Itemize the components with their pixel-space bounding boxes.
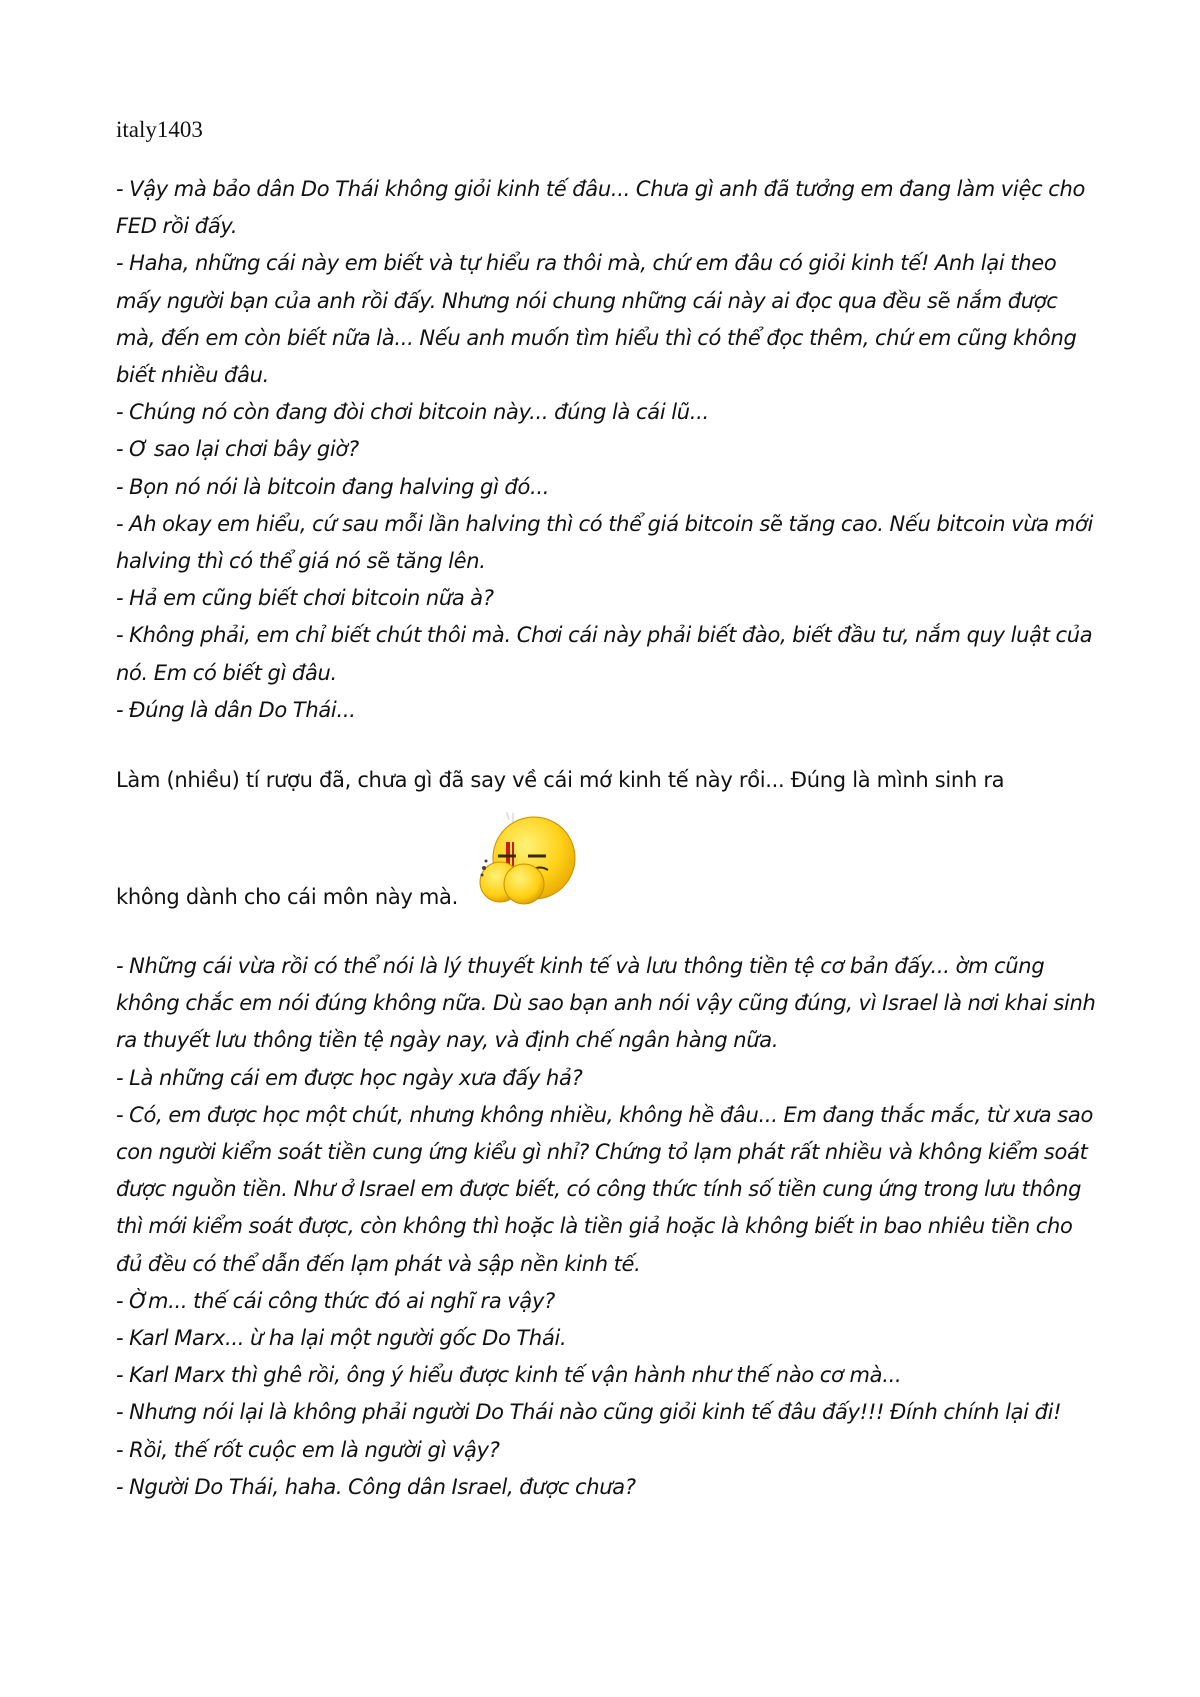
dialogue-line: - Người Do Thái, haha. Công dân Israel, được chưa?: [116, 1474, 636, 1499]
narration-text: không dành cho cái môn này mà.: [116, 885, 459, 909]
dialogue-line: - Đúng là dân Do Thái...: [116, 697, 356, 722]
dialogue-line: - Karl Marx... ừ ha lại một người gốc Do Thái.: [116, 1326, 567, 1351]
dialogue-line: - Có, em được học một chút, nhưng không nhiều, không hề đâu... Em đang thắc mắc, từ xưa sao con người kiểm soát tiền cung ứng kiểu gì nhỉ? Chứng tỏ lạm phát rất nhiều và không kiểm soát được nguồn tiền. Như ở Israel em được biết, có công thức tính số tiền cung ứng trong lưu thông thì mới kiểm soát được, còn không thì hoặc là tiền giả hoặc là không biết in bao nhiêu tiền cho đủ đều có thể dẫn đến lạm phát và sập nền kinh tế.: [116, 1102, 1094, 1276]
dialogue-line: - Bọn nó nói là bitcoin đang halving gì đó...: [116, 474, 550, 499]
dialogue-line: - Hả em cũng biết chơi bitcoin nữa à?: [116, 586, 494, 611]
dialogue-line: - Chúng nó còn đang đòi chơi bitcoin này... đúng là cái lũ...: [116, 400, 709, 425]
dialogue-section-2: [116, 948, 1096, 1506]
dialogue-line: - Không phải, em chỉ biết chút thôi mà. Chơi cái này phải biết đào, biết đầu tư, nắm quy luật của nó. Em có biết gì đâu.: [116, 623, 1093, 685]
dialogue-line: - Haha, những cái này em biết và tự hiểu ra thôi mà, chứ em đâu có giỏi kinh tế! Anh lại theo mấy người bạn của anh rồi đấy. Nhưng nói chung những cái này ai đọc qua đều sẽ nắm được mà, đến em còn biết nữa là... Nếu anh muốn tìm hiểu thì có thể đọc thêm, chứ em cũng không biết nhiều đâu.: [116, 251, 1077, 388]
author-name: italy1403: [116, 117, 203, 142]
dialogue-line: - Vậy mà bảo dân Do Thái không giỏi kinh tế đâu... Chưa gì anh đã tưởng em đang làm việc cho FED rồi đấy.: [116, 177, 1086, 239]
dialogue-line: - Là những cái em được học ngày xưa đấy hả?: [116, 1065, 583, 1090]
dialogue-line: - Rồi, thế rốt cuộc em là người gì vậy?: [116, 1437, 500, 1462]
dialogue-line: - Ờm... thế cái công thức đó ai nghĩ ra vậy?: [116, 1288, 555, 1313]
dialogue-line: - Những cái vừa rồi có thể nói là lý thuyết kinh tế và lưu thông tiền tệ cơ bản đấy... ờm cũng không chắc em nói đúng không nữa. Dù sao bạn anh nói vậy cũng đúng, vì Israel là nơi khai sinh ra thuyết lưu thông tiền tệ ngày nay, và định chế ngân hàng nữa.: [116, 954, 1096, 1053]
narration-text: Làm (nhiều) tí rượu đã, chưa gì đã say về cái mớ kinh tế này rồi... Đúng là mình sinh ra: [116, 768, 1005, 792]
dialogue-line: - Karl Marx thì ghê rồi, ông ý hiểu được kinh tế vận hành như thế nào cơ mà...: [116, 1363, 902, 1388]
dialogue-section-1: [116, 171, 1096, 729]
dialogue-line: - Ah okay em hiểu, cứ sau mỗi lần halving thì có thể giá bitcoin sẽ tăng cao. Nếu bitcoin vừa mới halving thì có thể giá nó sẽ tăng lên.: [116, 511, 1093, 574]
dialogue-line: - Nhưng nói lại là không phải người Do Thái nào cũng giỏi kinh tế đâu đấy!!! Đính chính lại đi!: [116, 1400, 1062, 1425]
dialogue-line: - Ơ sao lại chơi bây giờ?: [116, 437, 359, 462]
